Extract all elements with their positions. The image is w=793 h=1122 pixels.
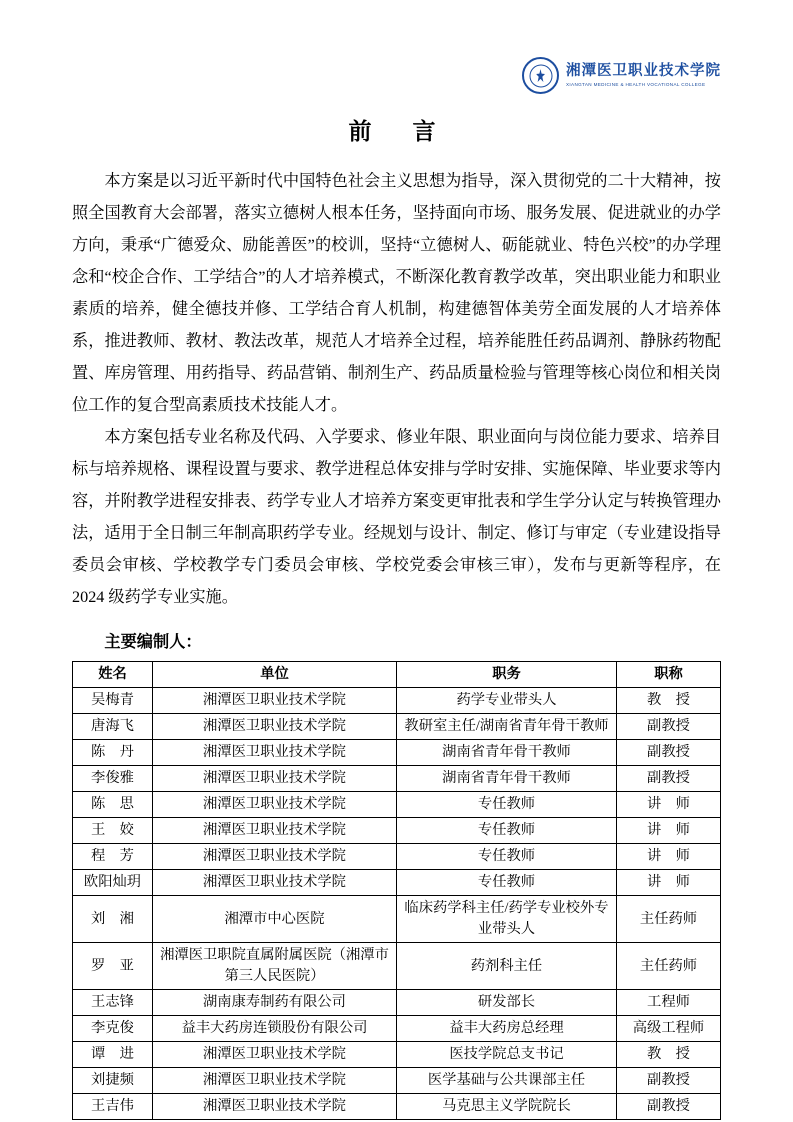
table-row (73, 766, 721, 792)
cell-name: 王志锋 (73, 990, 153, 1016)
table-row (73, 1068, 721, 1094)
table-row (73, 1042, 721, 1068)
preface-paragraph-1: 本方案是以习近平新时代中国特色社会主义思想为指导，深入贯彻党的二十大精神，按照全国教育大会部署，落实立德树人根本任务，坚持面向市场、服务发展、促进就业的办学方向，秉承“广德爱众、励能善医”的校训，坚持“立德树人、砺能就业、特色兴校”的办学理念和“校企合作、工学结合”的人才培养模式，不断深化教育教学改革，突出职业能力和职业素质的培养，健全德技并修、工学结合育人机制，构建德智体美劳全面发展的人才培养体系，推进教师、教材、教法改革，规范人才培养全过程，培养能胜任药品调剂、静脉药物配置、库房管理、用药指导、药品营销、制剂生产、药品质量检验与管理等核心岗位和相关岗位工作的复合型高素质技术技能人才。 (72, 172, 721, 414)
cell-unit: 湘潭市中心医院 (153, 896, 397, 943)
cell-name: 谭 进 (73, 1042, 153, 1068)
cell-title: 讲 师 (617, 792, 721, 818)
cell-name: 罗 亚 (73, 943, 153, 990)
table-row (73, 1094, 721, 1120)
cell-unit: 湘潭医卫职业技术学院 (153, 818, 397, 844)
table-row (73, 1016, 721, 1042)
editors-table-heading: 主要编制人： (104, 633, 202, 651)
college-name-en: XIANGTAN MEDICINE & HEALTH VOCATIONAL COLLEGE (566, 81, 706, 87)
cell-name: 王吉伟 (73, 1094, 153, 1120)
cell-title: 副教授 (617, 1094, 721, 1120)
cell-name: 吴梅青 (73, 688, 153, 714)
cell-position: 医技学院总支书记 (397, 1042, 617, 1068)
column-header-title: 职称 (617, 662, 721, 688)
editors-table (72, 661, 721, 1120)
cell-title: 讲 师 (617, 844, 721, 870)
cell-unit: 湘潭医卫职业技术学院 (153, 1068, 397, 1094)
cell-unit: 益丰大药房连锁股份有限公司 (153, 1016, 397, 1042)
cell-position: 专任教师 (397, 818, 617, 844)
cell-unit: 湘潭医卫职业技术学院 (153, 688, 397, 714)
cell-title: 主任药师 (617, 943, 721, 990)
table-row (73, 896, 721, 943)
cell-title: 教 授 (617, 1042, 721, 1068)
cell-title: 工程师 (617, 990, 721, 1016)
cell-position: 研发部长 (397, 990, 617, 1016)
cell-title: 副教授 (617, 714, 721, 740)
table-row (73, 792, 721, 818)
university-seal-icon (522, 57, 559, 94)
college-logo (522, 57, 721, 94)
cell-title: 主任药师 (617, 896, 721, 943)
cell-name: 程 芳 (73, 844, 153, 870)
cell-position: 专任教师 (397, 844, 617, 870)
column-header-position: 职务 (397, 662, 617, 688)
column-header-name: 姓名 (73, 662, 153, 688)
table-row (73, 740, 721, 766)
cell-name: 李克俊 (73, 1016, 153, 1042)
cell-title: 副教授 (617, 766, 721, 792)
table-row (73, 688, 721, 714)
cell-unit: 湘潭医卫职业技术学院 (153, 844, 397, 870)
cell-position: 药学专业带头人 (397, 688, 617, 714)
cell-title: 高级工程师 (617, 1016, 721, 1042)
cell-title: 讲 师 (617, 818, 721, 844)
cell-position: 益丰大药房总经理 (397, 1016, 617, 1042)
cell-position: 湖南省青年骨干教师 (397, 766, 617, 792)
table-row (73, 714, 721, 740)
cell-unit: 湘潭医卫职业技术学院 (153, 714, 397, 740)
table-row (73, 844, 721, 870)
preface-paragraph-2: 本方案包括专业名称及代码、入学要求、修业年限、职业面向与岗位能力要求、培养目标与培养规格、课程设置与要求、教学进程总体安排与学时安排、实施保障、毕业要求等内容，并附教学进程安排表、药学专业人才培养方案变更审批表和学生学分认定与转换管理办法，适用于全日制三年制高职药学专业。经规划与设计、制定、修订与审定（专业建设指导委员会审核、学校教学专门委员会审核、学校党委会审核三审），发布与更新等程序，在 2024 级药学专业实施。 (72, 428, 721, 606)
table-row (73, 870, 721, 896)
cell-name: 欧阳灿玥 (73, 870, 153, 896)
cell-unit: 湘潭医卫职院直属附属医院（湘潭市第三人民医院） (153, 943, 397, 990)
cell-position: 医学基础与公共课部主任 (397, 1068, 617, 1094)
cell-position: 马克思主义学院院长 (397, 1094, 617, 1120)
cell-position: 临床药学科主任/药学专业校外专业带头人 (397, 896, 617, 943)
logo-text-block (566, 64, 721, 87)
table-header-row (73, 662, 721, 688)
cell-unit: 湘潭医卫职业技术学院 (153, 1094, 397, 1120)
cell-name: 陈 思 (73, 792, 153, 818)
cell-title: 副教授 (617, 1068, 721, 1094)
cell-unit: 湘潭医卫职业技术学院 (153, 766, 397, 792)
cell-name: 王 姣 (73, 818, 153, 844)
page-title: 前 言 (348, 118, 445, 144)
cell-position: 湖南省青年骨干教师 (397, 740, 617, 766)
cell-name: 李俊雅 (73, 766, 153, 792)
cell-unit: 湘潭医卫职业技术学院 (153, 1042, 397, 1068)
table-row (73, 943, 721, 990)
cell-unit: 湖南康寿制药有限公司 (153, 990, 397, 1016)
cell-position: 专任教师 (397, 792, 617, 818)
cell-title: 教 授 (617, 688, 721, 714)
cell-name: 刘捷频 (73, 1068, 153, 1094)
cell-title: 副教授 (617, 740, 721, 766)
cell-unit: 湘潭医卫职业技术学院 (153, 870, 397, 896)
table-row (73, 990, 721, 1016)
cell-title: 讲 师 (617, 870, 721, 896)
cell-position: 药剂科主任 (397, 943, 617, 990)
cell-unit: 湘潭医卫职业技术学院 (153, 740, 397, 766)
cell-name: 唐海飞 (73, 714, 153, 740)
cell-name: 陈 丹 (73, 740, 153, 766)
column-header-unit: 单位 (153, 662, 397, 688)
table-row (73, 818, 721, 844)
cell-position: 教研室主任/湖南省青年骨干教师 (397, 714, 617, 740)
cell-unit: 湘潭医卫职业技术学院 (153, 792, 397, 818)
college-name-cn: 湘潭医卫职业技术学院 (566, 63, 721, 79)
cell-position: 专任教师 (397, 870, 617, 896)
cell-name: 刘 湘 (73, 896, 153, 943)
